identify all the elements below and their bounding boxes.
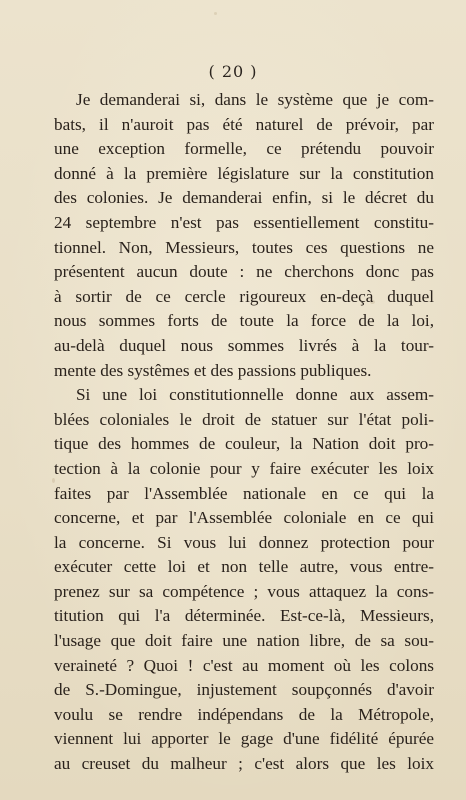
text-line: mente des systêmes et des passions publiques. <box>54 360 372 380</box>
text-line: de S.-Domingue, injustement soupçonnés d'avoir <box>54 680 434 700</box>
text-line: nous sommes forts de toute la force de la loi, <box>54 311 434 331</box>
text-line: des colonies. Je demanderai enfin, si le décret du <box>54 188 434 208</box>
text-line: l'usage que doit faire une nation libre, de sa sou- <box>54 631 434 651</box>
text-line: au creuset du malheur ; c'est alors que les loix <box>54 754 434 774</box>
text-line: présentent aucun doute : ne cherchons donc pas <box>54 262 434 282</box>
text-line: 24 septembre n'est pas essentiellement constitu- <box>54 212 434 232</box>
text-line: blées coloniales le droit de statuer sur l'état poli- <box>54 409 434 429</box>
text-line: tionnel. Non, Messieurs, toutes ces questions ne <box>54 237 434 257</box>
text-line: veraineté ? Quoi ! c'est au moment où les colons <box>54 655 434 675</box>
text-line: à sortir de ce cercle rigoureux en-deçà duquel <box>54 286 434 306</box>
paper-foxing-spot <box>214 12 217 15</box>
text-line: tection à la colonie pour y faire exécuter les loix <box>54 458 434 478</box>
text-line: exécuter cette loi et non telle autre, vous entre- <box>54 557 434 577</box>
text-line: faites par l'Assemblée nationale en ce qui la <box>54 483 434 503</box>
text-line: titution qui l'a déterminée. Est-ce-là, Messieurs, <box>54 606 434 626</box>
text-line: tique des hommes de couleur, la Nation doit pro- <box>54 434 434 454</box>
text-line: au-delà duquel nous sommes livrés à la tour- <box>54 335 434 355</box>
body-text <box>54 88 434 777</box>
text-line: la concerne. Si vous lui donnez protection pour <box>54 532 434 552</box>
text-line: viennent lui apporter le gage d'une fidélité épurée <box>54 729 434 749</box>
text-line: donné à la première législature sur la constitution <box>54 163 434 183</box>
text-line: Je demanderai si, dans le système que je com- <box>76 90 434 109</box>
text-line: une exception formelle, ce prétendu pouvoir <box>54 139 434 159</box>
text-line: concerne, et par l'Assemblée coloniale en ce qui <box>54 508 434 528</box>
text-line: bats, il n'auroit pas été naturel de prévoir, par <box>54 114 434 134</box>
text-line: prenez sur sa compétence ; vous attaquez la cons- <box>54 581 434 601</box>
text-line: Si une loi constitutionnelle donne aux assem- <box>76 385 434 405</box>
page-number: ( 20 ) <box>208 62 258 81</box>
text-line: voulu se rendre indépendans de la Métropole, <box>54 704 434 724</box>
